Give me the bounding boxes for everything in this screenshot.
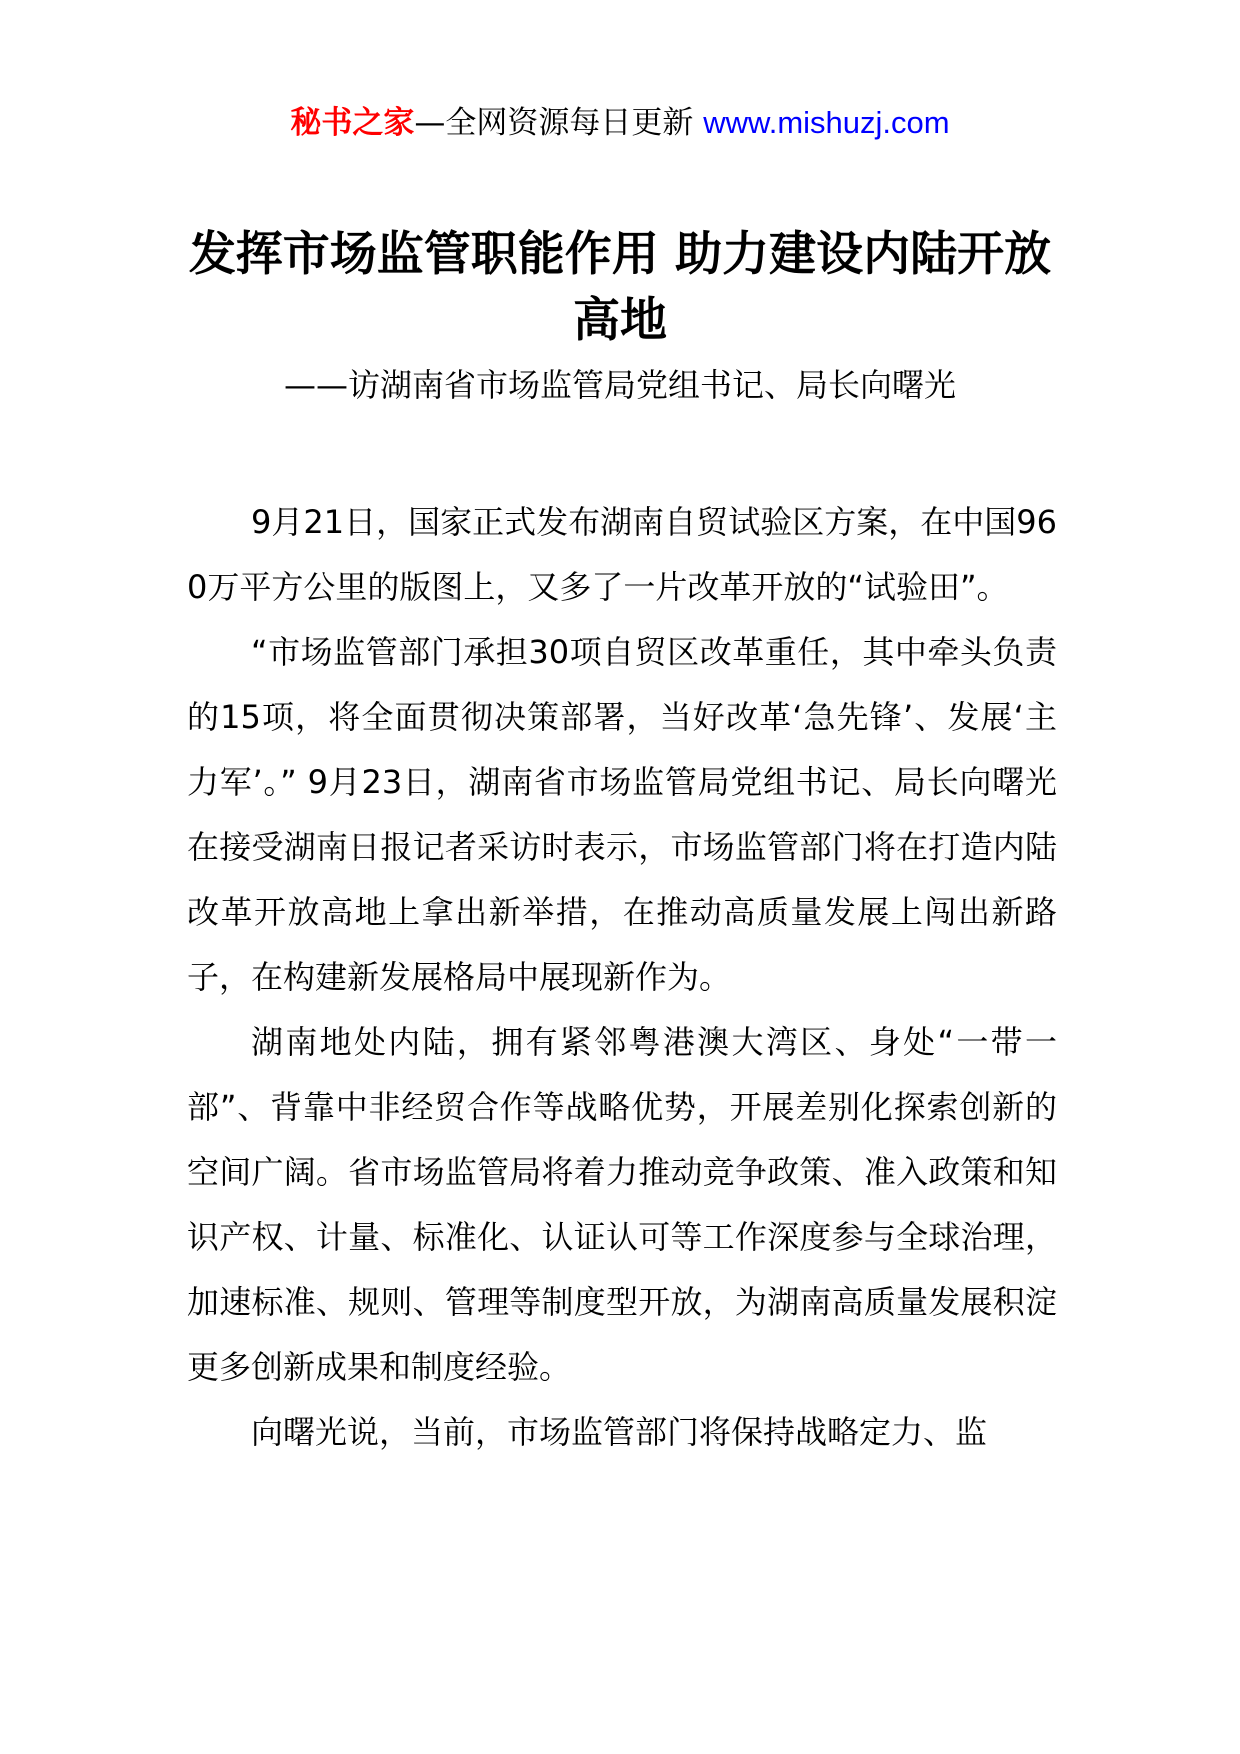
- site-brand: 秘书之家: [290, 105, 415, 141]
- paragraph-2: “市场监管部门承担30项自贸区改革重任，其中牵头负责的15项，将全面贯彻决策部署，当好改革‘急先锋’、发展‘主力军’。” 9月23日，湖南省市场监管局党组书记、局长向曙光在接受湖南日报记者采访时表示，市场监管部门将在打造内陆改革开放高地上拿出新举措，在推动高质量发展上闯出新路子，在构建新发展格局中展现新作为。: [187, 633, 1057, 996]
- paragraph-1: 9月21日，国家正式发布湖南自贸试验区方案，在中国960万平方公里的版图上，又多了一片改革开放的“试验田”。: [187, 503, 1057, 606]
- article-title: 发挥市场监管职能作用 助力建设内陆开放高地: [188, 227, 1052, 348]
- site-url-link[interactable]: www.mishuzj.com: [703, 105, 950, 140]
- site-header: [0, 100, 1240, 146]
- paragraph-3: 湖南地处内陆，拥有紧邻粤港澳大湾区、身处“一带一部”、背靠中非经贸合作等战略优势，开展差别化探索创新的空间广阔。省市场监管局将着力推动竞争政策、准入政策和知识产权、计量、标准化、认证认可等工作深度参与全球治理，加速标准、规则、管理等制度型开放，为湖南高质量发展积淀更多创新成果和制度经验。: [187, 1023, 1057, 1386]
- article-body: [187, 490, 1057, 1465]
- article-subtitle: ——访湖南省市场监管局党组书记、局长向曙光: [283, 366, 956, 404]
- site-tagline: —全网资源每日更新: [414, 105, 694, 141]
- paragraph-4: 向曙光说，当前，市场监管部门将保持战略定力、监: [251, 1413, 988, 1451]
